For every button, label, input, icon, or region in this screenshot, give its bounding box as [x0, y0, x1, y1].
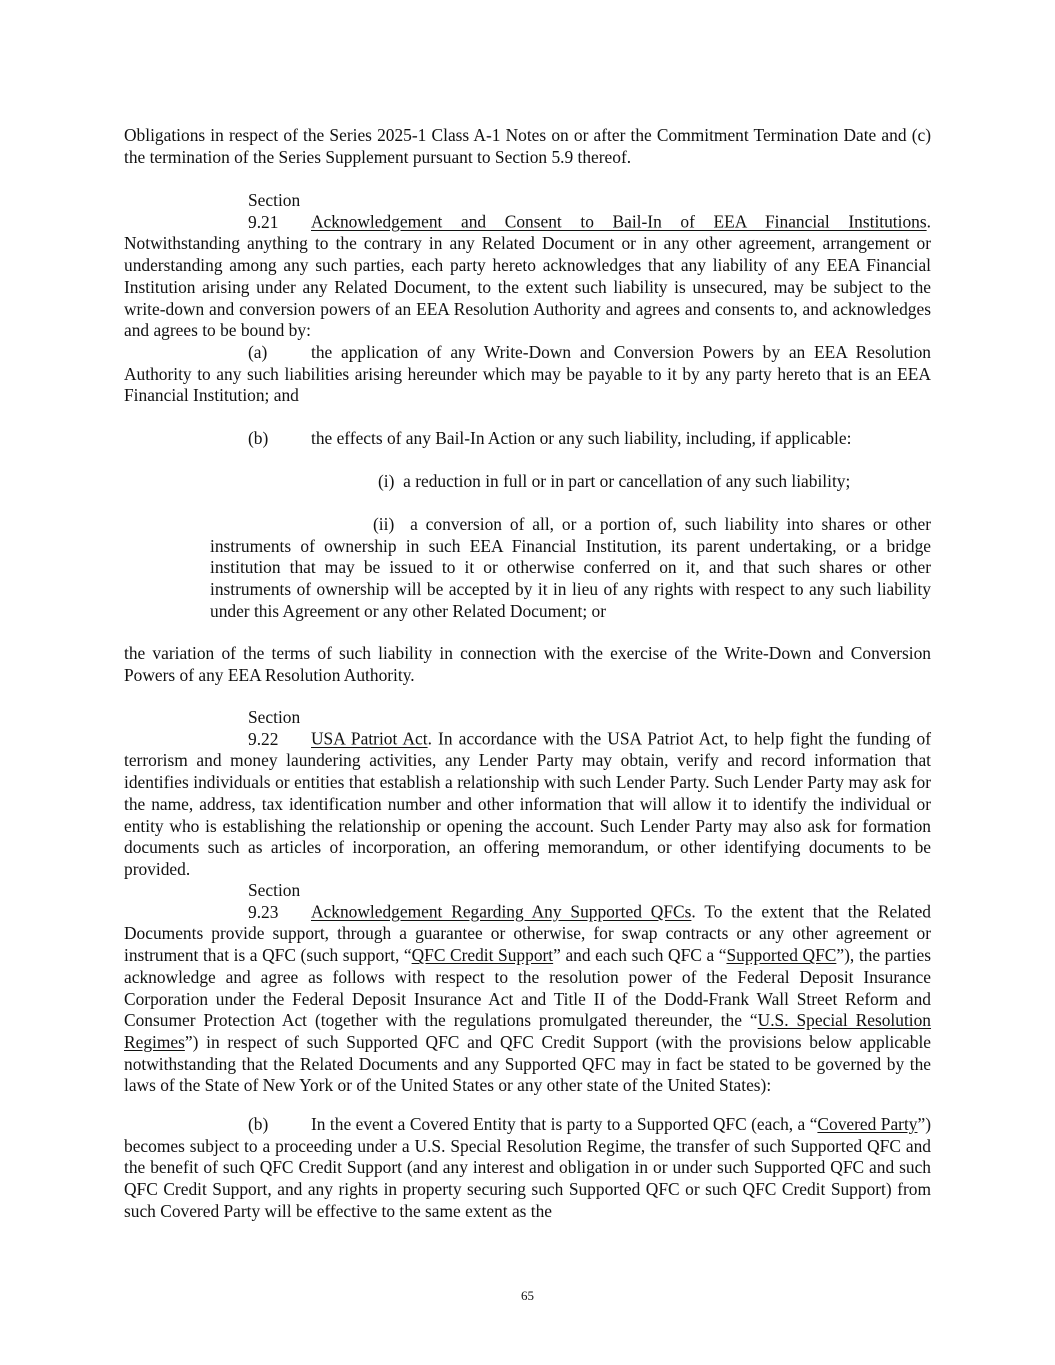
clause-b-covered-party: [124, 1114, 931, 1223]
paragraph-text: Obligations in respect of the Series 2025-1 Class A-1 Notes on or after the Commitment Termination Date and (c) the termination of the Series Supplement pursuant to Section 5.9 thereof.: [124, 125, 931, 167]
section-9-21: [124, 190, 931, 342]
defined-term: QFC Credit Support: [411, 945, 554, 966]
paragraph-text: the variation of the terms of such liability in connection with the exercise of the Write-Down and Conversion Powers of any EEA Resolution Authority.: [124, 643, 931, 685]
section-title: Acknowledgement and Consent to Bail-In of EEA Financial Institutions: [311, 211, 927, 232]
clause-text: a conversion of all, or a portion of, such liability into shares or other instruments of ownership in such EEA Financial Institution, its parent undertaking, or a bridge institution that may be issued to it or otherwise conferred on it, and that such shares or other instruments of ownership will be accepted by it in lieu of any rights with respect to any such liability under this Agreement or any other Related Document; or: [210, 514, 931, 621]
section-9-23: [124, 880, 931, 1097]
section-number: Section 9.22: [248, 707, 301, 749]
clause-label: (b): [248, 1114, 269, 1134]
defined-term: Covered Party: [817, 1114, 918, 1134]
clause-text: In the event a Covered Entity that is party to a Supported QFC (each, a “: [311, 1114, 818, 1134]
clause-text: the application of any Write-Down and Conversion Powers by an EEA Resolution Authority to any such liabilities arising hereunder which may be payable to it by any party hereto that is an EEA Financial Institution; and: [124, 342, 931, 406]
paragraph-obligations: [124, 125, 931, 168]
section-body: . In accordance with the USA Patriot Act, to help fight the funding of terrorism and money laundering activities, any Lender Party may obtain, verify and record information that identifies individuals or entities that establish a relationship with such Lender Party. Such Lender Party may ask for the name, address, tax identification number and other information that will allow it to identify the individual or entity who is establishing the relationship or opening the account. Such Lender Party may also ask for formation documents such as articles of incorporation, an offering memorandum, or other identifying documents to be provided.: [124, 728, 932, 879]
clause-ii: [210, 514, 931, 623]
section-body: . To the extent that the Related Documents provide support, through a guarantee or otherwise, for swap contracts or any other agreement or instrument that is a QFC (such support, “: [124, 901, 932, 966]
page-number: 65: [521, 1288, 534, 1303]
clause-text: a reduction in full or in part or cancellation of any such liability;: [403, 471, 851, 491]
clause-label: (i): [378, 471, 395, 491]
section-number: Section 9.23: [248, 880, 301, 922]
section-body: . Notwithstanding anything to the contrary in any Related Document or in any other agreement, arrangement or understanding among any such parties, each party hereto acknowledges that any liability of any EEA Financial Institution arising under any Related Document, to the extent such liability is unsecured, may be subject to the write-down and conversion powers of an EEA Resolution Authority and agrees and consents to, and acknowledges and agrees to be bound by:: [124, 211, 931, 341]
clause-a: [124, 342, 931, 407]
paragraph-variation: [124, 643, 931, 686]
clause-label: (a): [248, 342, 268, 362]
section-title: Acknowledgement Regarding Any Supported QFCs: [311, 901, 692, 922]
clause-label: (ii): [373, 514, 395, 534]
section-body: ”) in respect of such Supported QFC and QFC Credit Support (with the provisions below applicable notwithstanding that the Related Documents and any Supported QFC may in fact be stated to be governed by the laws of the State of New York or of the United States or any other state of the United States):: [124, 1031, 931, 1096]
clause-label: (b): [248, 428, 269, 448]
section-9-22: [124, 707, 931, 881]
section-body: ”), the parties acknowledge and agree as follows with respect to the resolution power of the Federal Deposit Insurance Corporation under the Federal Deposit Insurance Act and Title II of the Dodd-Frank Wall Street Reform and Consumer Protection Act (together with the regulations promulgated thereunder, the “: [124, 945, 931, 1031]
defined-term: Supported QFC: [726, 945, 837, 966]
defined-term: U.S. Special Resolution Regimes: [124, 1010, 932, 1052]
section-title: USA Patriot Act: [311, 728, 428, 749]
section-number: Section 9.21: [248, 190, 301, 232]
clause-text: ”) becomes subject to a proceeding under a U.S. Special Resolution Regime, the transfer of such Supported QFC and the benefit of such QFC Credit Support (and any interest and obligation in or under such Supported QFC and such QFC Credit Support, and any rights in property securing such Supported QFC or such QFC Credit Support) from such Covered Party will be effective to the same extent as the: [124, 1114, 931, 1221]
clause-b: [248, 428, 851, 450]
clause-text: the effects of any Bail-In Action or any such liability, including, if applicable:: [311, 428, 852, 448]
clause-i: [378, 471, 850, 493]
section-body: ” and each such QFC a “: [553, 945, 727, 966]
